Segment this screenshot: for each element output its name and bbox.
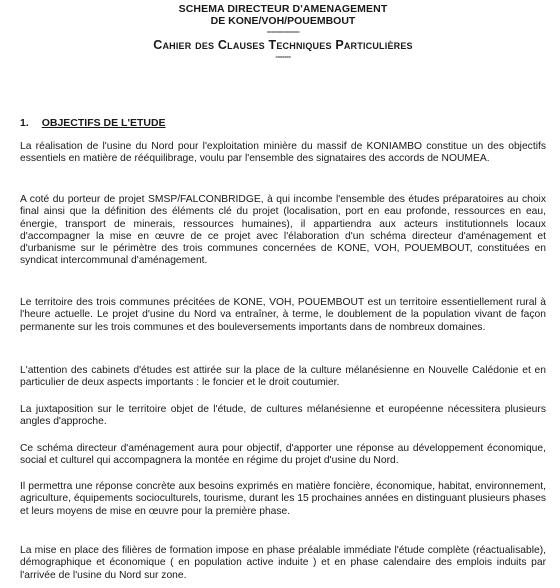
document-subtitle: Cahier des Clauses Techniques Particulières — [153, 38, 413, 52]
paragraph: La juxtaposition sur le territoire objet de l'étude, de cultures mélanésienne et européenne nécessitera plusieurs angles d'approche. — [20, 404, 546, 428]
paragraph: A coté du porteur de projet SMSP/FALCONBRIDGE, à qui incombe l'ensemble des études préparatoires au choix final ainsi que la définition des éléments clé du projet (localisation, port en eau profonde, ressources en eau, énergie, transport de minerais, ressources humaines), il appartiendra aux acteurs institutionnels locaux d'accompagner la mise en œuvre de ce projet avec l'élaboration d'un schéma directeur d'aménagement et d'urbanisme sur le périmètre des trois communes concernées de KONE, VOH, POUEMBOUT, constituées en syndicat intercommunal d'aménagement. — [20, 194, 546, 267]
section-title: OBJECTIFS DE L'ETUDE — [41, 117, 166, 129]
section-number: 1. — [20, 117, 29, 129]
title-separator: --------------- — [266, 27, 300, 36]
paragraph: La mise en place des filières de formation impose en phase préalable immédiate l'étude complète (réactualisable), démographique et économique ( en population active induite ) et en phase calendaire des emplois induits par l'arrivée de l'usine du Nord sur zone. — [20, 545, 546, 581]
document-title-line1: SCHEMA DIRECTEUR D'AMENAGEMENT — [178, 3, 388, 15]
paragraph: Il permettra une réponse concrète aux besoins exprimés en matière foncière, économique, habitat, environnement, agriculture, équipements socioculturels, tourisme, durant les 15 prochaines années en distinguant plusieurs phases et leurs moyens de mise en œuvre pour la première phase. — [20, 481, 546, 517]
paragraph: La réalisation de l'usine du Nord pour l'exploitation minière du massif de KONIAMBO constitue un des objectifs essentiels en matière de rééquilibrage, voulu par l'ensemble des signataires des accords de NOUMEA. — [20, 141, 546, 165]
document-title-line2: DE KONE/VOH/POUEMBOUT — [210, 15, 356, 27]
paragraph: Le territoire des trois communes précitées de KONE, VOH, POUEMBOUT est un territoire essentiellement rural à l'heure actuelle. Le projet d'usine du Nord va entraîner, à terme, le doublement de la population vivant de façon permanente sur les trois communes et des bouleversements importants dans de nombreux domaines. — [20, 297, 546, 333]
paragraph: Ce schéma directeur d'aménagement aura pour objectif, d'apporter une réponse au développement économique, social et culturel qui accompagnera la montée en régime du projet d'usine du Nord. — [20, 443, 546, 467]
paragraph: L'attention des cabinets d'études est attirée sur la place de la culture mélanésienne en Nouvelle Calédonie et en particulier de deux aspects importants : le foncier et le droit coutumier. — [20, 365, 546, 389]
section-heading — [20, 117, 166, 129]
subtitle-separator: ------- — [275, 52, 291, 61]
